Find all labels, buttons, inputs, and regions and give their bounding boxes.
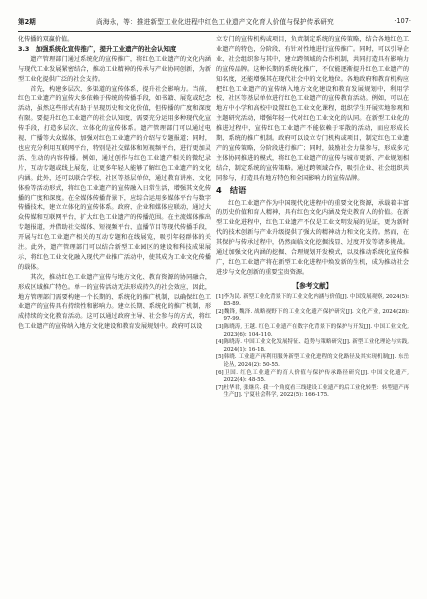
paragraph: 遗产管理部门通过系统化的宣传推广，将红色工业遗产的文化内涵与现代工业发展紧密结合，推动工业精神的传承与产业协同创新，为新型工业化提供广泛的社会支持。 [18, 55, 211, 83]
issue-number: 第2期 [18, 18, 36, 26]
section-heading-conclusion: 4 结语 [216, 184, 247, 195]
section-heading-3-3: 3.3 加强系统化宣传推广，提升工业遗产的社会认知度 [18, 44, 177, 53]
paragraph: 红色工业遗产作为中国现代化进程中的重要文化资源，承载着丰富的历史价值和育人精神，具有红色文化内涵及党史教育人的价值。在新型工业化进程中，红色工业遗产不仅是工业文明发展的见证，更为新时代的技术创新与产业升级提供了强大的精神动力和文化支持。然而，在其保护与传承过程中，仍然面临文化挖掘浅显、过度开发等诸多挑战。通过加强文化内涵的挖掘、合理规划开发模式，以及推动系统化宣传推广，红色工业遗产将在新型工业化进程中焕发新的生机，成为推动社会进步与文化创新的重要宝贵资源。 [216, 199, 409, 276]
paragraph: 化传播的双赢价值。 [18, 36, 74, 43]
right-column [216, 35, 409, 400]
paragraph: 首先，构建多层次、多渠道的宣传体系，提升社会影响力。当前，红色工业遗产的宣传大多依赖于传统的传播手段，如书籍、展览或纪念活动，虽然这些形式有助于呈现历史和文化价值，但传播的广度和深度有限。要提升红色工业遗产的社会认知度，需要充分运用多种现代化宣传手段，打造多层次、立体化的宣传体系。遗产管理部门可以通过电视、广播等大众媒体，加强对红色工业遗产的介绍与专题报道；同时，也应充分利用互联网平台，特别是社交媒体和短视频平台，进行更加灵活、生动的内容传播。例如，通过创作与红色工业遗产相关的微纪录片，互动专题或线上展览，让更多年轻人能够了解红色工业遗产的文化内涵。此外，还可以联合学校、社区等基层单位，通过教育讲座、文化体验等活动形式，将红色工业遗产的宣传融入日常生活，增强其文化传播的广度和深度。在全媒体传播背景下，应综合运用多媒体平台与数字传播技术，建立立体化的宣传体系。政府、企业和媒体应联动，通过大众传媒和互联网平台，扩大红色工业遗产的传播范围。在主流媒体推出专题报道，并借助社交媒体、短视频平台、直播节目等现代传播手段，开展与红色工业遗产相关的互动专题和在线展览，吸引年轻群体的关注。此外，遗产管理部门可以结合新型工业园区的建设和科技成果展示，将红色工业文化融入现代产业推广活动中，使其成为工业文化传播的载体。 [18, 85, 211, 271]
reference-item: [5]韩晓. 工业遗产再利用服务新型工业化进程的文化路径及其实现机制[J]. 东岳论丛, 2024(2): 50-55. [216, 354, 409, 368]
reference-item: [6]卫国. 红色工业遗产的育人价值与保护传承路径研究[J]. 中国文化遗产, 2022(4): 48-55. [216, 369, 409, 384]
page-number: ·107· [394, 17, 411, 25]
reference-item: [4]陈晓涛. 中国工业文化发展特征、趋势与策略研究[J]. 新型工业化理论与实践, 2024(1): 16-18. [216, 339, 409, 353]
references-heading: 【参考文献】 [292, 281, 333, 290]
paragraph: 立专门的宣传机构或项目，负责制定系统的宣传策略，结合各地红色工业遗产的特色，分阶段、有针对性地进行宣传推广。同时，可以引导企业、社会组织参与其中，建立跨领域的合作机制，共同打造具有影响力的宣传品牌。这种长期的系统化推广，不仅能逐渐提升红色工业遗产的知名度，还能增强其在现代社会中的文化地位。各地政府和教育机构应把红色工业遗产的宣传纳入地方文化建设和教育发展规划中，利用学校、社区等基层单位进行红色工业遗产的宣传教育活动。例如，可以在地方中小学和高校中设置红色工业文化课程，组织学生开展实地参观和主题研究活动，增强年轻一代对红色工业文化的认同。在新型工业化的推进过程中，宣传红色工业遗产不能依赖于零散的活动，而应形成长期、系统的推广机制。政府可以设立专门机构或项目，制定红色工业遗产的宣传策略，分阶段进行推广；同时，鼓励社会力量参与，形成多元主体协同推进的模式，将红色工业遗产的宣传与城市更新、产业规划相结合，制定系统的宣传策略。通过跨领域合作，吸引企业、社会组织共同参与，打造具有地方特色和全国影响力的宣传品牌。 [216, 36, 409, 182]
running-title: 尚海永，等：推进新型工业化进程中红色工业遗产文化育人价值与保护传承研究 [96, 18, 334, 26]
reference-item: [2]魏锋, 魏泽. 战略视野下的工业文化遗产保护研究[J]. 文化产业, 2024(28): 97-99. [216, 308, 409, 323]
paragraph: 其次，推动红色工业遗产宣传与地方文化、教育资源的协同融合，形成区域推广特色。单一的宣传活动无法形成持久的社会效应，因此，地方管理部门需要构建一个长期的、系统化的推广机制，以确保红色工业遗产的宣传具有持续性和影响力。建立长期、系统化的推广机制，形成持续的文化教育活动。这可以通过政府主导、社会参与的方式，将红色工业遗产的宣传纳入地方文化建设和教育发展规划中。政府可以设 [18, 273, 211, 331]
reference-item: [1]李为民. 新型工业化背景下的工业文化内涵与价值[J]. 中国发展观察, 2024(5): 85-89. [216, 293, 410, 308]
running-header [18, 14, 411, 32]
reference-item: [3]陈晓涛, 王越. 红色工业遗产在数字化背景下的保护与开发[J]. 中国工业文化, 2023(6): 104-110. [216, 324, 409, 338]
reference-item: [7]杜华君, 张继兵. 我一个角度看三线建设工业遗产的后工业化转型：转型遗产再生产[J]. 宁夏社会科学, 2022(5): 166-175. [216, 384, 409, 399]
left-column [18, 35, 211, 332]
